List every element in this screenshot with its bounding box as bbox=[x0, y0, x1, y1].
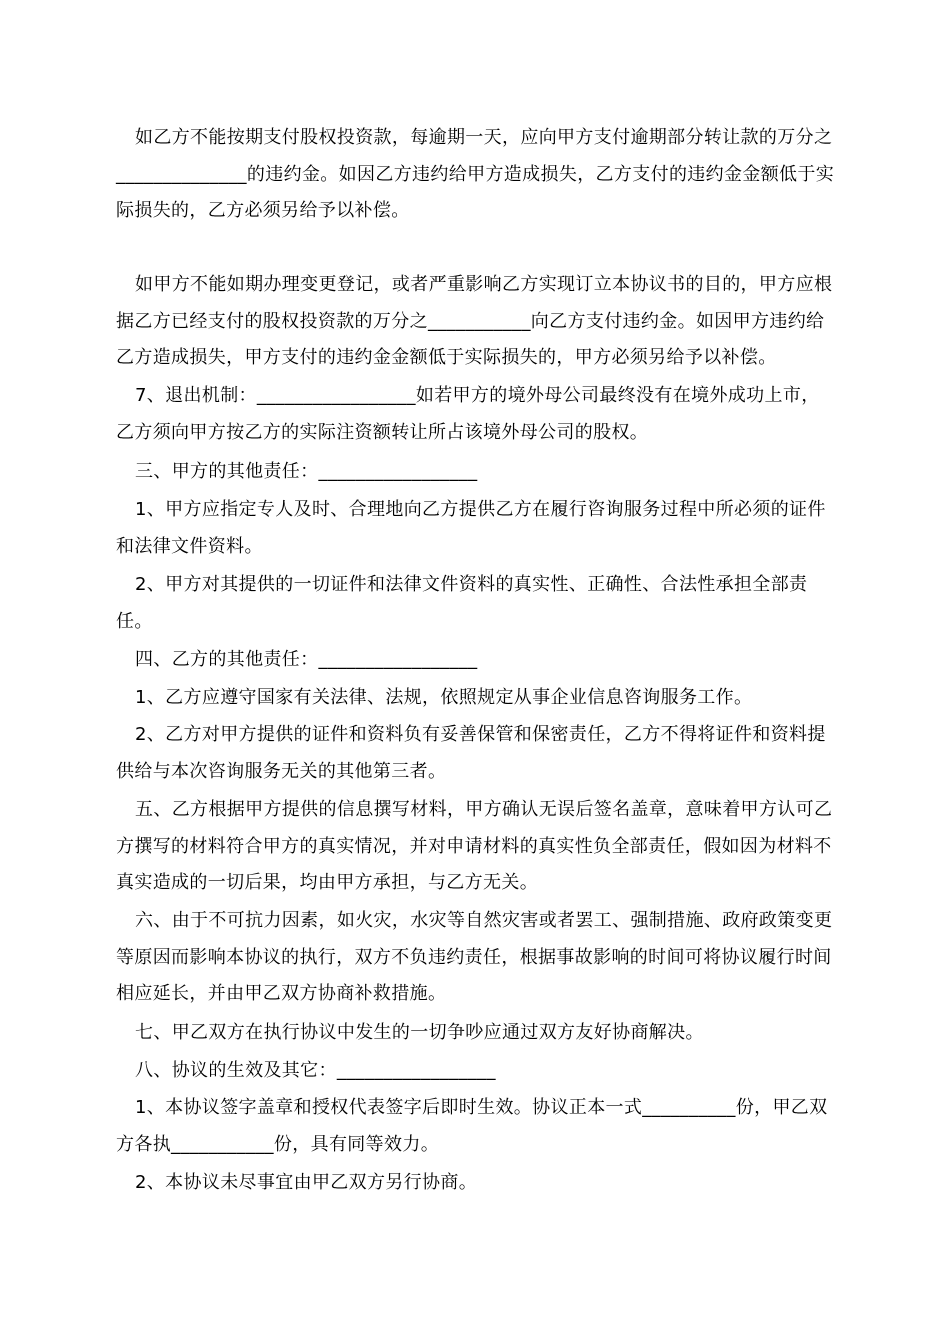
paragraph-party-a-duty-1: 1、甲方应指定专人及时、合理地向乙方提供乙方在履行咨询服务过程中所必须的证件和法律文件资料。 bbox=[116, 499, 826, 557]
paragraph-party-b-duty-2: 2、乙方对甲方提供的证件和资料负有妥善保管和保密责任，乙方不得将证件和资料提供给与本次咨询服务无关的其他第三者。 bbox=[116, 724, 826, 782]
paragraph-late-payment-penalty: 如乙方不能按期支付股权投资款，每逾期一天，应向甲方支付逾期部分转让款的万分之______________的违约金。如因乙方违约给甲方造成损失，乙方支付的违约金金额低于实际损失的，乙方必须另给予以补偿。 bbox=[116, 127, 835, 221]
paragraph-effectiveness-1: 1、本协议签字盖章和授权代表签字后即时生效。协议正本一式__________份，甲乙双方各执___________份，具有同等效力。 bbox=[116, 1097, 828, 1155]
section-heading-party-a-duties: 三、甲方的其他责任：_________________ bbox=[135, 461, 478, 482]
section-heading-party-b-duties: 四、乙方的其他责任：_________________ bbox=[135, 649, 478, 670]
paragraph-effectiveness-2: 2、本协议未尽事宜由甲乙双方另行协商。 bbox=[135, 1172, 478, 1193]
section-heading-effectiveness: 八、协议的生效及其它：_________________ bbox=[135, 1060, 496, 1081]
paragraph-section-seven: 七、甲乙双方在执行协议中发生的一切争吵应通过双方友好协商解决。 bbox=[135, 1022, 704, 1043]
paragraph-section-six: 六、由于不可抗力因素，如火灾，水灾等自然灾害或者罢工、强制措施、政府政策变更等原因而影响本协议的执行，双方不负违约责任，根据事故影响的时间可将协议履行时间相应延长，并由甲乙双方协商补救措施。 bbox=[116, 910, 833, 1004]
paragraph-registration-penalty: 如甲方不能如期办理变更登记，或者严重影响乙方实现订立本协议书的目的，甲方应根据乙方已经支付的股权投资款的万分之___________向乙方支付违约金。如因甲方违约给乙方造成损失，甲方支付的违约金金额低于实际损失的，甲方必须另给予以补偿。 bbox=[116, 274, 833, 368]
paragraph-section-five: 五、乙方根据甲方提供的信息撰写材料，甲方确认无误后签名盖章，意味着甲方认可乙方撰写的材料符合甲方的真实情况，并对申请材料的真实性负全部责任，假如因为材料不真实造成的一切后果，均由甲方承担，与乙方无关。 bbox=[116, 799, 833, 893]
paragraph-exit-mechanism: 7、退出机制：_________________如若甲方的境外母公司最终没有在境外成功上市，乙方须向甲方按乙方的实际注资额转让所占该境外母公司的股权。 bbox=[116, 385, 820, 443]
paragraph-party-b-duty-1: 1、乙方应遵守国家有关法律、法规，依照规定从事企业信息咨询服务工作。 bbox=[135, 687, 753, 708]
paragraph-party-a-duty-2: 2、甲方对其提供的一切证件和法律文件资料的真实性、正确性、合法性承担全部责任。 bbox=[116, 574, 808, 632]
